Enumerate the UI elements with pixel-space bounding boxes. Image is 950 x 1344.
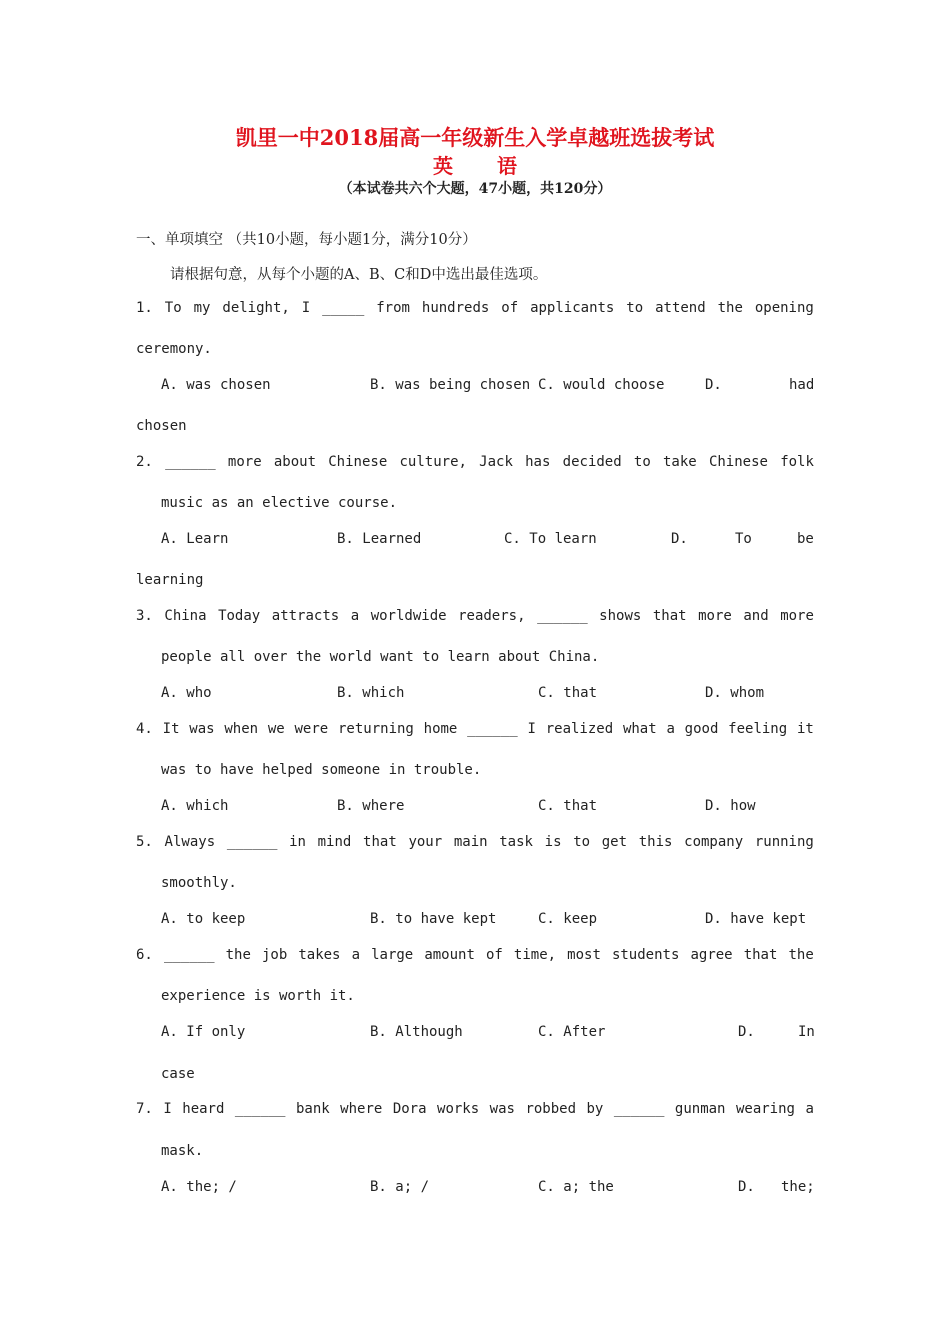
question-word: To <box>164 300 182 316</box>
q4-line1 <box>136 721 814 737</box>
exam-title: 凯里一中2018届高一年级新生入学卓越班选拔考试 <box>235 125 715 150</box>
q5-option-d: D. have kept <box>705 911 807 927</box>
question-word: China <box>164 608 207 624</box>
question-word: a <box>666 721 675 737</box>
question-word: and <box>743 608 769 624</box>
question-word: attend <box>655 300 706 316</box>
q5-option-b: B. to have kept <box>370 911 497 927</box>
question-word: home <box>423 721 458 737</box>
question-word: more <box>698 608 732 624</box>
question-word: ______ <box>226 834 278 850</box>
question-word: hundreds <box>421 300 490 316</box>
question-word: this <box>638 834 673 850</box>
question-word: robbed <box>525 1101 577 1117</box>
q7-option-d: D. <box>738 1179 755 1195</box>
question-word: I <box>527 721 536 737</box>
question-word: readers, <box>458 608 526 624</box>
question-word: we <box>267 721 285 737</box>
q1-option-c: C. would choose <box>538 377 665 393</box>
q6-option-d: D. <box>738 1024 755 1040</box>
question-word: 4. <box>136 721 153 737</box>
question-word: worldwide <box>370 608 447 624</box>
question-word: main <box>453 834 488 850</box>
question-word: company <box>684 834 744 850</box>
question-word: in <box>289 834 306 850</box>
section-instruction: 请根据句意，从每个小题的A、B、C和D中选出最佳选项。 <box>170 267 548 283</box>
question-word: bank <box>295 1101 330 1117</box>
question-word: ______ <box>165 454 216 470</box>
question-word: the <box>788 947 814 963</box>
q3-line1 <box>136 608 814 624</box>
question-word: Dora <box>392 1101 427 1117</box>
question-word: ______ <box>234 1101 286 1117</box>
question-word: applicants <box>530 300 615 316</box>
question-word: that <box>363 834 397 850</box>
question-word: where <box>340 1101 383 1117</box>
question-word: ______ <box>537 608 588 624</box>
q4-option-c: C. that <box>538 798 598 814</box>
question-word: Always <box>164 834 216 850</box>
question-word: opening <box>754 300 814 316</box>
question-word: mind <box>317 834 352 850</box>
question-word: agree <box>690 947 733 963</box>
q6-option-d-text: In <box>798 1024 815 1040</box>
question-word: wearing <box>735 1101 795 1117</box>
question-word: 6. <box>136 947 153 963</box>
question-word: get <box>601 834 628 850</box>
question-word: shows <box>599 608 642 624</box>
question-word: to <box>573 834 591 850</box>
question-word: take <box>663 454 697 470</box>
question-word: amount <box>424 947 475 963</box>
question-word: 3. <box>136 608 153 624</box>
question-word: _____ <box>322 300 365 316</box>
question-word: was <box>189 721 215 737</box>
question-word: I <box>301 300 311 316</box>
question-word: that <box>743 947 778 963</box>
question-word: my <box>193 300 211 316</box>
question-word: delight, <box>222 300 290 316</box>
question-word: Today <box>218 608 261 624</box>
question-word: about <box>273 454 317 470</box>
q1-option-d: D. <box>705 377 722 393</box>
question-word: most <box>567 947 601 963</box>
question-word: your <box>408 834 443 850</box>
q7-option-d-text: the; <box>781 1179 815 1195</box>
question-word: from <box>376 300 410 316</box>
question-word: culture, <box>399 454 467 470</box>
q1-option-a: A. was chosen <box>161 377 271 393</box>
question-word: task <box>499 834 533 850</box>
question-word: 5. <box>136 834 153 850</box>
question-word: more <box>780 608 814 624</box>
question-word: has <box>525 454 551 470</box>
question-word: a <box>351 947 361 963</box>
q2-option-d-word1: To <box>735 531 752 547</box>
q6-option-a: A. If only <box>161 1024 246 1040</box>
question-word: more <box>227 454 262 470</box>
q7-line1 <box>136 1101 814 1117</box>
question-word: decided <box>562 454 622 470</box>
question-word: Chinese <box>328 454 388 470</box>
q3-option-a: A. who <box>161 685 212 701</box>
q4-line2: was to have helped someone in trouble. <box>161 762 482 778</box>
question-word: were <box>294 721 329 737</box>
q2-option-d: D. <box>671 531 688 547</box>
q3-option-d: D. whom <box>705 685 765 701</box>
question-word: ______ <box>467 721 518 737</box>
question-word: when <box>224 721 259 737</box>
q6-option-c: C. After <box>538 1024 606 1040</box>
question-word: It <box>162 721 180 737</box>
q1-line1 <box>136 300 814 316</box>
question-word: of <box>501 300 519 316</box>
exam-note: （本试卷共六个大题，47小题，共120分） <box>338 181 612 197</box>
q2-option-a: A. Learn <box>161 531 229 547</box>
question-word: it <box>796 721 814 737</box>
q7-line2: mask. <box>161 1143 204 1159</box>
subject-title <box>0 150 950 179</box>
question-word: to <box>626 300 644 316</box>
q7-option-b: B. a; / <box>370 1179 430 1195</box>
q2-line2: music as an elective course. <box>161 495 398 511</box>
q1-option-d-text: had <box>789 377 815 393</box>
question-word: attracts <box>271 608 340 624</box>
question-word: 1. <box>136 300 153 316</box>
subject-char-1: 英 <box>433 154 453 178</box>
q1-option-d-tail: chosen <box>136 418 187 434</box>
question-word: by <box>586 1101 604 1117</box>
q7-option-a: A. the; / <box>161 1179 237 1195</box>
question-word: heard <box>182 1101 225 1117</box>
question-word: realized <box>545 721 614 737</box>
question-word: is <box>544 834 562 850</box>
question-word: to <box>633 454 651 470</box>
q6-option-b: B. Although <box>370 1024 463 1040</box>
question-word: that <box>652 608 687 624</box>
q5-option-c: C. keep <box>538 911 598 927</box>
question-word: of <box>485 947 503 963</box>
question-word: large <box>371 947 414 963</box>
question-word: 7. <box>136 1101 153 1117</box>
question-word: the <box>717 300 743 316</box>
q2-option-b: B. Learned <box>337 531 422 547</box>
q5-line2: smoothly. <box>161 875 237 891</box>
question-word: feeling <box>728 721 788 737</box>
q1-line2: ceremony. <box>136 341 212 357</box>
q2-option-c: C. To learn <box>504 531 597 547</box>
question-word: ______ <box>163 947 215 963</box>
question-word: returning <box>338 721 414 737</box>
question-word: job <box>261 947 288 963</box>
question-word: running <box>754 834 814 850</box>
q6-line1 <box>136 947 814 963</box>
q5-option-a: A. to keep <box>161 911 246 927</box>
q5-line1 <box>136 834 814 850</box>
question-word: works <box>437 1101 480 1117</box>
question-word: I <box>163 1101 172 1117</box>
question-word: students <box>611 947 680 963</box>
q3-line2: people all over the world want to learn about China. <box>161 649 600 665</box>
q4-option-a: A. which <box>161 798 229 814</box>
section-heading: 一、单项填空 （共10小题，每小题1分，满分10分） <box>136 232 477 248</box>
question-word: was <box>489 1101 515 1117</box>
question-word: ______ <box>613 1101 665 1117</box>
question-word: time, <box>513 947 557 963</box>
question-word: the <box>225 947 251 963</box>
question-word: folk <box>780 454 814 470</box>
q4-option-b: B. where <box>337 798 405 814</box>
q1-option-b: B. was being chosen <box>370 377 531 393</box>
q2-option-d-word2: be <box>797 531 814 547</box>
q7-option-c: C. a; the <box>538 1179 614 1195</box>
q3-option-b: B. which <box>337 685 405 701</box>
question-word: what <box>622 721 657 737</box>
question-word: 2. <box>136 454 153 470</box>
subject-char-2: 语 <box>497 154 517 178</box>
question-word: gunman <box>674 1101 726 1117</box>
question-word: a <box>805 1101 814 1117</box>
question-word: a <box>350 608 360 624</box>
q2-line1 <box>136 454 814 470</box>
q3-option-c: C. that <box>538 685 598 701</box>
q6-option-d-tail: case <box>161 1066 195 1082</box>
question-word: good <box>684 721 719 737</box>
question-word: Jack <box>479 454 513 470</box>
question-word: takes <box>298 947 341 963</box>
q2-option-d-tail: learning <box>136 572 204 588</box>
q6-line2: experience is worth it. <box>161 988 355 1004</box>
question-word: Chinese <box>708 454 768 470</box>
q4-option-d: D. how <box>705 798 756 814</box>
